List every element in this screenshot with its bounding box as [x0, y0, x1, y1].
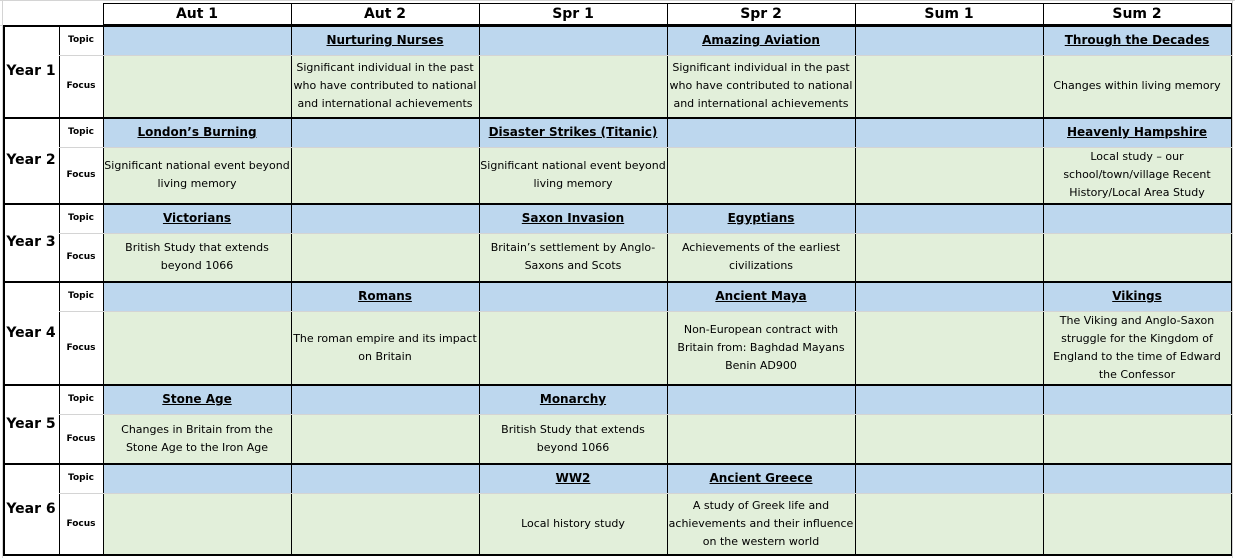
- topic-cell: Victorians: [103, 203, 291, 233]
- topic-cell: [667, 117, 855, 147]
- focus-cell: [855, 311, 1043, 384]
- topic-cell: [855, 281, 1043, 311]
- focus-cell: Significant national event beyond living memory: [479, 147, 667, 203]
- topic-cell: Heavenly Hampshire: [1043, 117, 1231, 147]
- grid-border: [855, 3, 857, 555]
- topic-cell: Amazing Aviation: [667, 25, 855, 55]
- grid-border: [1043, 3, 1045, 555]
- year-label: Year 2: [3, 117, 59, 203]
- grid-gridline: [1232, 0, 1233, 558]
- focus-cell: [667, 147, 855, 203]
- topic-cell: [291, 117, 479, 147]
- focus-cell: [291, 493, 479, 555]
- year-label: Year 6: [3, 463, 59, 555]
- focus-cell: [291, 233, 479, 281]
- focus-cell: [103, 55, 291, 117]
- topic-cell: [291, 203, 479, 233]
- focus-row-label: Focus: [59, 147, 103, 203]
- grid-border: [1231, 3, 1233, 555]
- grid-gridline: [59, 233, 1232, 234]
- column-header-spr-2: Spr 2: [667, 3, 855, 25]
- topic-cell: London’s Burning: [103, 117, 291, 147]
- focus-cell: [855, 233, 1043, 281]
- topic-cell: Nurturing Nurses: [291, 25, 479, 55]
- grid-border: [3, 384, 1232, 386]
- grid-border: [3, 281, 1232, 283]
- focus-cell: Significant national event beyond living memory: [103, 147, 291, 203]
- focus-cell: British Study that extends beyond 1066: [479, 414, 667, 463]
- focus-cell: [479, 311, 667, 384]
- topic-cell: [855, 117, 1043, 147]
- focus-cell: Achievements of the earliest civilizations: [667, 233, 855, 281]
- topic-cell: [103, 463, 291, 493]
- grid-border: [59, 25, 61, 556]
- focus-cell: Significant individual in the past who have contributed to national and international achievements: [667, 55, 855, 117]
- topic-cell: [291, 384, 479, 414]
- topic-cell: [855, 203, 1043, 233]
- topic-row-label: Topic: [59, 281, 103, 311]
- focus-cell: Non-European contract with Britain from: Baghdad Mayans Benin AD900: [667, 311, 855, 384]
- topic-cell: Romans: [291, 281, 479, 311]
- focus-cell: [103, 493, 291, 555]
- topic-cell: Disaster Strikes (Titanic): [479, 117, 667, 147]
- grid-border: [3, 463, 1232, 465]
- focus-row-label: Focus: [59, 414, 103, 463]
- focus-cell: [855, 493, 1043, 555]
- focus-cell: [667, 414, 855, 463]
- focus-cell: [855, 147, 1043, 203]
- focus-row-label: Focus: [59, 55, 103, 117]
- grid-border: [3, 117, 1232, 119]
- topic-row-label: Topic: [59, 117, 103, 147]
- focus-cell: The Viking and Anglo-Saxon struggle for the Kingdom of England to the time of Edward the Confessor: [1043, 311, 1231, 384]
- column-header-aut-1: Aut 1: [103, 3, 291, 25]
- topic-cell: [667, 384, 855, 414]
- column-header-aut-2: Aut 2: [291, 3, 479, 25]
- topic-row-label: Topic: [59, 25, 103, 55]
- topic-cell: [479, 25, 667, 55]
- grid-border: [291, 3, 293, 555]
- focus-cell: [291, 147, 479, 203]
- grid-border: [3, 203, 1232, 205]
- focus-cell: Significant individual in the past who have contributed to national and international achievements: [291, 55, 479, 117]
- topic-cell: [103, 25, 291, 55]
- topic-row-label: Topic: [59, 384, 103, 414]
- focus-cell: [479, 55, 667, 117]
- grid-border: [103, 25, 105, 556]
- topic-row-label: Topic: [59, 203, 103, 233]
- focus-row-label: Focus: [59, 493, 103, 555]
- focus-row-label: Focus: [59, 311, 103, 384]
- focus-cell: [855, 414, 1043, 463]
- column-header-sum-1: Sum 1: [855, 3, 1043, 25]
- grid-gridline: [0, 0, 1235, 1]
- grid-gridline: [59, 147, 1232, 148]
- topic-cell: Monarchy: [479, 384, 667, 414]
- topic-cell: WW2: [479, 463, 667, 493]
- topic-cell: [103, 281, 291, 311]
- topic-cell: Egyptians: [667, 203, 855, 233]
- topic-cell: Through the Decades: [1043, 25, 1231, 55]
- grid-gridline: [59, 493, 1232, 494]
- focus-cell: [1043, 414, 1231, 463]
- topic-cell: [1043, 384, 1231, 414]
- focus-cell: [103, 311, 291, 384]
- topic-cell: [479, 281, 667, 311]
- topic-row-label: Topic: [59, 463, 103, 493]
- focus-cell: [291, 414, 479, 463]
- topic-cell: Ancient Maya: [667, 281, 855, 311]
- focus-cell: Local history study: [479, 493, 667, 555]
- focus-cell: [855, 55, 1043, 117]
- grid-border: [3, 25, 1232, 27]
- topic-cell: [855, 384, 1043, 414]
- topic-cell: [291, 463, 479, 493]
- focus-cell: Local study – our school/town/village Recent History/Local Area Study: [1043, 147, 1231, 203]
- topic-cell: [855, 25, 1043, 55]
- focus-cell: Britain’s settlement by Anglo-Saxons and Scots: [479, 233, 667, 281]
- grid-border: [479, 3, 481, 555]
- topic-cell: Ancient Greece: [667, 463, 855, 493]
- column-header-sum-2: Sum 2: [1043, 3, 1231, 25]
- topic-cell: Saxon Invasion: [479, 203, 667, 233]
- focus-cell: The roman empire and its impact on Britain: [291, 311, 479, 384]
- grid-gridline: [59, 55, 1232, 56]
- grid-gridline: [59, 414, 1232, 415]
- year-label: Year 3: [3, 203, 59, 281]
- focus-cell: Changes within living memory: [1043, 55, 1231, 117]
- topic-cell: [855, 463, 1043, 493]
- topic-cell: [1043, 203, 1231, 233]
- grid-border: [3, 25, 5, 556]
- topic-cell: Vikings: [1043, 281, 1231, 311]
- year-label: Year 4: [3, 281, 59, 384]
- topic-cell: [1043, 463, 1231, 493]
- grid-gridline: [59, 311, 1232, 312]
- year-label: Year 5: [3, 384, 59, 463]
- topic-cell: Stone Age: [103, 384, 291, 414]
- focus-cell: Changes in Britain from the Stone Age to the Iron Age: [103, 414, 291, 463]
- focus-cell: [1043, 493, 1231, 555]
- grid-border: [3, 554, 1232, 556]
- grid-border: [667, 3, 669, 555]
- focus-cell: British Study that extends beyond 1066: [103, 233, 291, 281]
- year-label: Year 1: [3, 25, 59, 117]
- focus-row-label: Focus: [59, 233, 103, 281]
- focus-cell: A study of Greek life and achievements and their influence on the western world: [667, 493, 855, 555]
- column-header-spr-1: Spr 1: [479, 3, 667, 25]
- focus-cell: [1043, 233, 1231, 281]
